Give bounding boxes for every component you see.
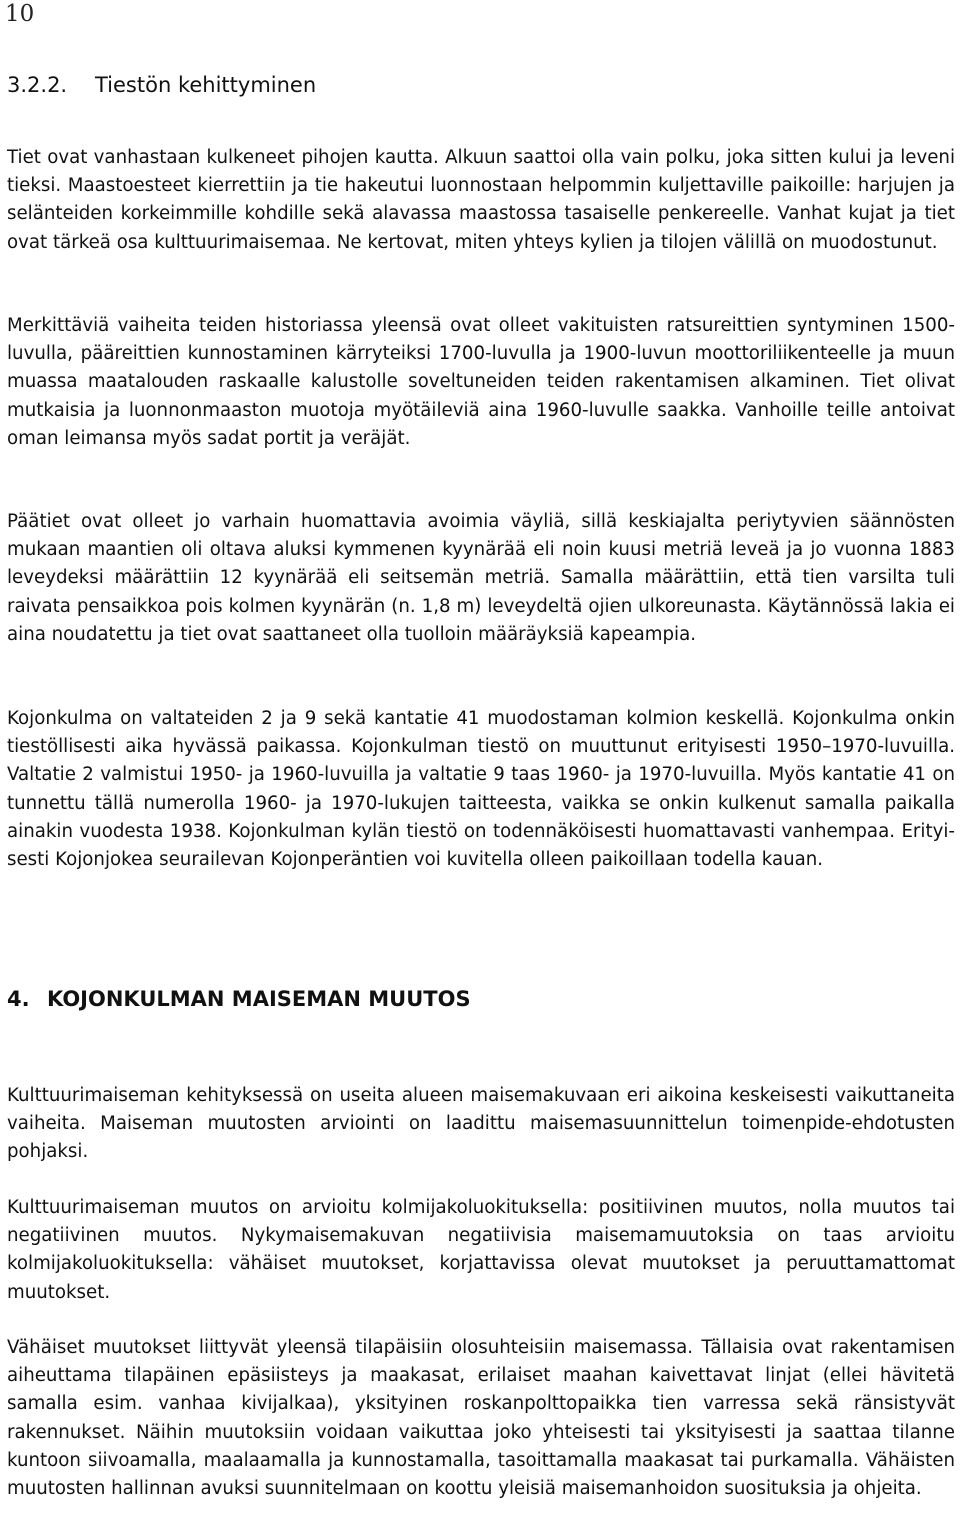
paragraph-minor-changes: Vähäiset muutokset liittyvät yleensä tilapäisiin olosuhteisiin maisemassa. Tällaisia ovat rakentamisen aiheuttama tilapäinen epäsiisteys ja maakasat, erilaiset maahan kaivettavat linjat (ellei hävitetä samalla esim. vanhaa kivijalkaa), yksityinen roskanpolttopaikka tien varressa sekä ränsistyvät rakennukset. Näihin muutoksiin voidaan vaikuttaa joko yhteisesti tai yksityisesti ja saattaa tilanne kuntoon siivoamalla, maalaamalla ja kunnostamalla, tasoittamalla maakasat tai purkamalla. Vähäisten muutosten hallinnan avuksi suunnitelmaan on koottu yleisiä maisemanhoidon suosituksia ja ohjeita. xyxy=(7,1337,955,1500)
section-heading-3-2-2 xyxy=(7,72,316,98)
paragraph-change-classification: Kulttuurimaiseman muutos on arvioitu kolmijakoluokituksella: positiivinen muutos, nolla muutos tai negatiivinen muutos. Nykymaisemakuvan negatiivisia maisemamuutoksia on taas arvioitu kolmijakoluokituksella: vähäiset muutokset, korjattavissa olevat muutokset ja peruuttamattomat muutokset. xyxy=(7,1197,955,1303)
section-heading-4 xyxy=(7,986,471,1012)
section-title: KOJONKULMAN MAISEMAN MUUTOS xyxy=(47,987,471,1011)
paragraph-road-history-intro: Tiet ovat vanhastaan kulkeneet pihojen kautta. Alkuun saattoi olla vain polku, joka sitten kului ja leveni tieksi. Maastoesteet kierrettiin ja tie hakeutui luonnostaan helpommin kuljettaville paikoille: harjujen ja selänteiden korkeimmille kohdille sekä alavassa maastossa tasaiselle penkereelle. Vanhat kujat ja tiet ovat tärkeä osa kulttuurimaisemaa. Ne kertovat, miten yhteys kylien ja tilojen välillä on muodostunut. xyxy=(7,147,955,253)
paragraph-road-history-phases: Merkittäviä vaiheita teiden historiassa yleensä ovat olleet vakituisten ratsureittien syntyminen 1500-luvulla, pääreittien kunnostaminen kärryteiksi 1700-luvulla ja 1900-luvun moottoriliikenteelle ja muun muassa maatalouden raskaalle kalustolle soveltuneiden teiden rakentamisen alkaminen. Tiet olivat mutkaisia ja luonnonmaaston muotoja myötäileviä aina 1960-luvulle saakka. Vanhoille teille antoivat oman leimansa myös sadat portit ja veräjät. xyxy=(7,315,955,449)
section-title: Tiestön kehittyminen xyxy=(95,73,317,97)
section-number: 3.2.2. xyxy=(7,73,68,97)
paragraph-main-roads: Päätiet ovat olleet jo varhain huomattavia avoimia väyliä, sillä keskiajalta periytyvien säännösten mukaan maantien oli oltava aluksi kymmenen kyynärää eli noin kuusi metriä leveä ja jo vuonna 1883 leveydeksi määrättiin 12 kyynärää eli seitsemän metriä. Samalla määrättiin, että tien varsilta tuli raivata pensaikkoa pois kolmen kyynärän (n. 1,8 m) leveydeltä ojien ulkoreunasta. Käytännössä lakia ei aina noudatettu ja tiet ovat saattaneet olla tuolloin määräyksiä kapeampia. xyxy=(7,511,955,645)
paragraph-landscape-phases: Kulttuurimaiseman kehityksessä on useita alueen maisemakuvaan eri aikoina keskeisesti vaikuttaneita vaiheita. Maiseman muutosten arviointi on laadittu maisemasuunnittelun toimenpide-ehdotusten pohjaksi. xyxy=(7,1085,955,1163)
page-number: 10 xyxy=(5,1,35,27)
paragraph-kojonkulma-roads: Kojonkulma on valtateiden 2 ja 9 sekä kantatie 41 muodostaman kolmion keskellä. Kojonkulma onkin tiestöllisesti aika hyvässä paikassa. Kojonkulman tiestö on muuttunut erityisesti 1950–1970-luvuilla. Valtatie 2 valmistui 1950- ja 1960-luvuilla ja valtatie 9 taas 1960- ja 1970-luvuilla. Myös kantatie 41 on tunnettu tällä numerolla 1960- ja 1970-lukujen taitteesta, vaikka se onkin kulkenut samalla paikalla ainakin vuodesta 1938. Kojonkulman kylän tiestö on todennäköisesti huomattavasti vanhempaa. Erityisesti Kojonjokea seurailevan Kojonperäntien voi kuvitella olleen paikoillaan todella kauan. xyxy=(7,708,955,871)
section-number: 4. xyxy=(7,987,30,1011)
